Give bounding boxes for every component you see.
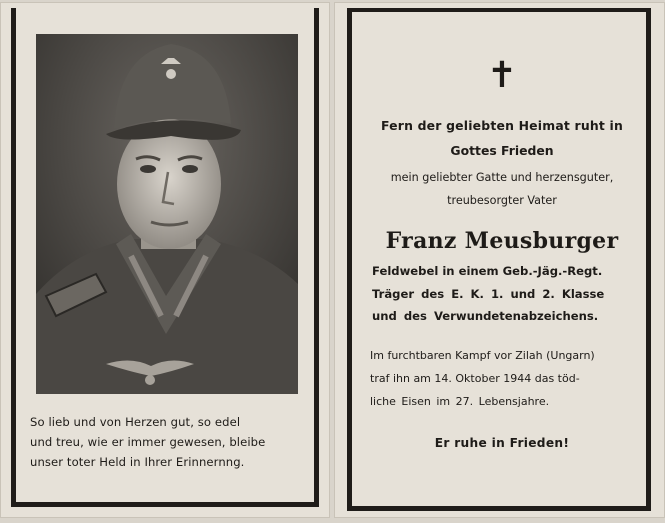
relation-line-1: mein geliebter Gatte und herzensguter,: [390, 171, 614, 184]
deceased-name: Franz Meusburger: [385, 228, 619, 254]
military-rank: Feldwebel in einem Geb.-Jäg.-Regt.: [372, 264, 603, 278]
death-detail-line-3: liche Eisen im 27. Lebensjahre.: [370, 395, 550, 408]
closing-blessing: Er ruhe in Frieden!: [434, 436, 570, 450]
cross-icon: ✝: [486, 55, 518, 96]
heading-line-2: Gottes Frieden: [450, 143, 554, 158]
verse-line: und treu, wie er immer gewesen, bleibe: [30, 435, 266, 449]
memorial-verse: [30, 412, 310, 472]
verse-line: unser toter Held in Ihrer Erinnernng.: [30, 455, 245, 469]
relation-line-2: treubesorgter Vater: [447, 194, 557, 207]
award-line-2: und des Verwundetenabzeichens.: [372, 309, 599, 323]
death-detail-line-1: Im furchtbaren Kampf vor Zilah (Ungarn): [370, 349, 595, 362]
verse-line: So lieb und von Herzen gut, so edel: [30, 415, 241, 429]
award-line-1: Träger des E. K. 1. und 2. Klasse: [372, 287, 605, 301]
death-detail-line-2: traf ihn am 14. Oktober 1944 das töd-: [370, 372, 580, 385]
heading-line-1: Fern der geliebten Heimat ruht in: [381, 118, 623, 133]
portrait-image: [36, 34, 298, 394]
soldier-portrait-photo: [36, 34, 298, 394]
